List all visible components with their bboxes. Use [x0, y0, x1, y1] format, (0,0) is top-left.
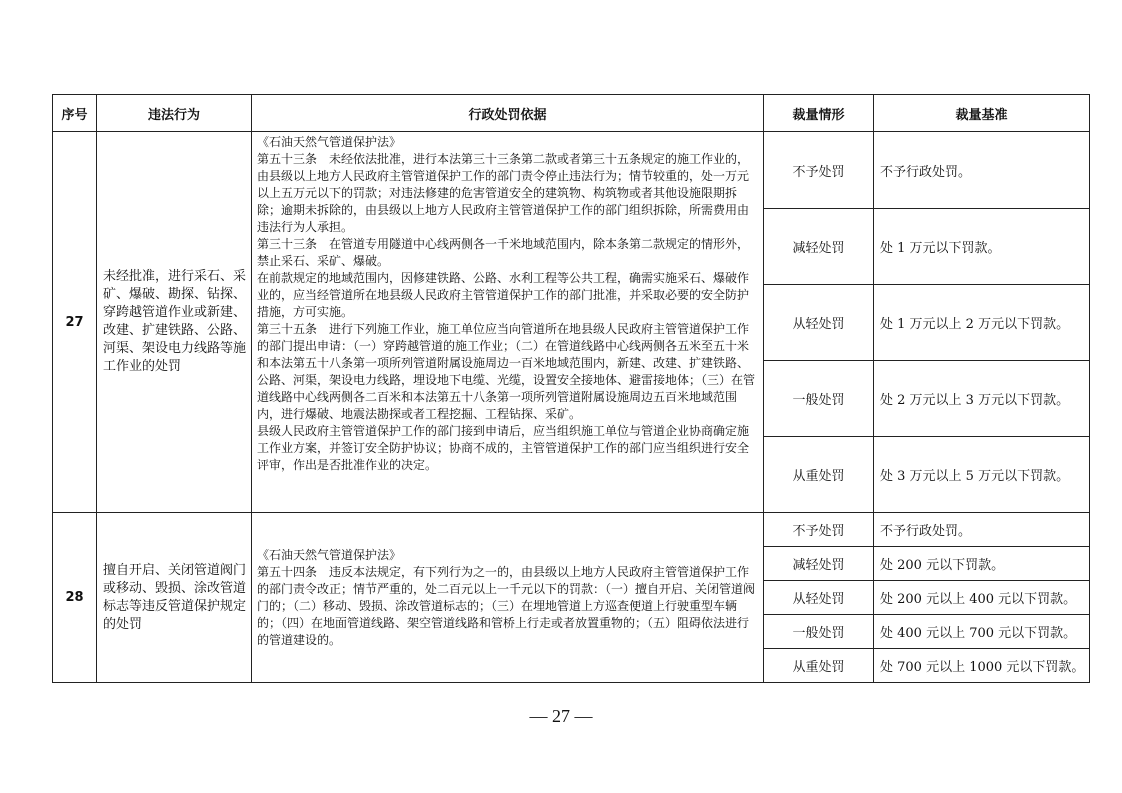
row-number: 28 — [53, 513, 97, 683]
standard-cell: 处 700 元以上 1000 元以下罚款。 — [874, 649, 1090, 683]
standard-cell: 处 200 元以上 400 元以下罚款。 — [874, 581, 1090, 615]
legal-basis — [252, 132, 764, 513]
header-standard: 裁量基准 — [874, 95, 1090, 132]
circumstance-cell: 不予处罚 — [764, 132, 874, 209]
header-act: 违法行为 — [97, 95, 252, 132]
circumstance-cell: 从重处罚 — [764, 437, 874, 513]
basis-paragraph: 《石油天然气管道保护法》 — [257, 547, 402, 562]
header-no: 序号 — [53, 95, 97, 132]
circumstance-cell: 从重处罚 — [764, 649, 874, 683]
standard-cell: 处 400 元以上 700 元以下罚款。 — [874, 615, 1090, 649]
page-number: — 27 — — [529, 706, 593, 726]
basis-paragraph: 《石油天然气管道保护法》 — [257, 135, 402, 149]
header-basis: 行政处罚依据 — [252, 95, 764, 132]
basis-paragraph: 县级人民政府主管管道保护工作的部门接到申请后，应当组织施工单位与管道企业协商确定施工作业方案，并签订安全防护协议；协商不成的，主管管道保护工作的部门应当组织进行安全评审，作出是否批准作业的决定。 — [257, 424, 750, 472]
standard-cell: 不予行政处罚。 — [874, 513, 1090, 547]
table-row — [53, 513, 1090, 547]
violation-act: 未经批准，进行采石、采矿、爆破、勘探、钻探、穿跨越管道作业或新建、改建、扩建铁路、公路、河渠、架设电力线路等施工作业的处罚 — [97, 132, 252, 513]
basis-paragraph: 第三十五条 进行下列施工作业，施工单位应当向管道所在地县级人民政府主管管道保护工作的部门提出申请：（一）穿跨越管道的施工作业；（二）在管道线路中心线两侧各五米至五十米和本法第五十八条第一项所列管道附属设施周边一百米地域范围内，新建、改建、扩建铁路、公路、河渠，架设电力线路，埋设地下电缆、光缆，设置安全接地体、避雷接地体；（三）在管道线路中心线两侧各二百米和本法第五十八条第一项所列管道附属设施周边五百米地域范围内，进行爆破、地震法勘探或者工程挖掘、工程钻探、采矿。 — [257, 322, 756, 421]
header-circumstance: 裁量情形 — [764, 95, 874, 132]
standard-cell: 处 2 万元以上 3 万元以下罚款。 — [874, 361, 1090, 437]
standard-cell: 处 200 元以下罚款。 — [874, 547, 1090, 581]
circumstance-cell: 一般处罚 — [764, 361, 874, 437]
circumstance-cell: 减轻处罚 — [764, 209, 874, 285]
circumstance-cell: 一般处罚 — [764, 615, 874, 649]
basis-paragraph: 第五十四条 违反本法规定，有下列行为之一的，由县级以上地方人民政府主管管道保护工作的部门责令改正；情节严重的，处二百元以上一千元以下的罚款：（一）擅自开启、关闭管道阀门的；（二）移动、毁损、涂改管道标志的；（三）在埋地管道上方巡查便道上行驶重型车辆的；（四）在地面管道线路、架空管道线路和管桥上行走或者放置重物的；（五）阻碍依法进行的管道建设的。 — [257, 564, 756, 647]
circumstance-cell: 不予处罚 — [764, 513, 874, 547]
basis-paragraph: 第五十三条 未经依法批准，进行本法第三十三条第二款或者第三十五条规定的施工作业的，由县级以上地方人民政府主管管道保护工作的部门责令停止违法行为；情节较重的，处一万元以上五万元以下的罚款；对违法修建的危害管道安全的建筑物、构筑物或者其他设施限期拆除；逾期未拆除的，由县级以上地方人民政府主管管道保护工作的部门组织拆除，所需费用由违法行为人承担。 — [257, 152, 750, 234]
basis-paragraph: 第三十三条 在管道专用隧道中心线两侧各一千米地域范围内，除本条第二款规定的情形外，禁止采石、采矿、爆破。 — [257, 237, 750, 268]
circumstance-cell: 从轻处罚 — [764, 285, 874, 361]
legal-basis — [252, 513, 764, 683]
violation-act: 擅自开启、关闭管道阀门或移动、毁损、涂改管道标志等违反管道保护规定的处罚 — [97, 513, 252, 683]
penalty-table — [52, 94, 1090, 683]
standard-cell: 处 1 万元以下罚款。 — [874, 209, 1090, 285]
circumstance-cell: 从轻处罚 — [764, 581, 874, 615]
standard-cell: 不予行政处罚。 — [874, 132, 1090, 209]
basis-paragraph: 在前款规定的地域范围内，因修建铁路、公路、水利工程等公共工程，确需实施采石、爆破作业的，应当经管道所在地县级人民政府主管管道保护工作的部门批准，并采取必要的安全防护措施，方可实施。 — [257, 271, 750, 319]
standard-cell: 处 1 万元以上 2 万元以下罚款。 — [874, 285, 1090, 361]
row-number: 27 — [53, 132, 97, 513]
table-row — [53, 132, 1090, 209]
header-row — [53, 95, 1090, 132]
circumstance-cell: 减轻处罚 — [764, 547, 874, 581]
standard-cell: 处 3 万元以上 5 万元以下罚款。 — [874, 437, 1090, 513]
